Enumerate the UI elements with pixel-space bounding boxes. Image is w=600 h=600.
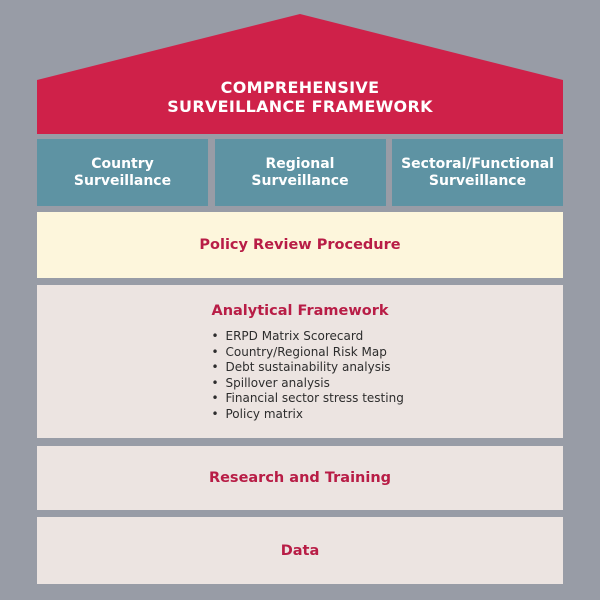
data-label: Data	[280, 542, 320, 559]
pillar-country-line1: Country	[91, 155, 154, 172]
pillar-sectoral-line1: Sectoral/Functional	[401, 155, 554, 172]
roof-shape	[37, 14, 563, 134]
list-item: • ERPD Matrix Scorecard	[212, 329, 412, 345]
list-item: • Spillover analysis	[212, 376, 412, 392]
research-training-label: Research and Training	[208, 470, 392, 486]
pillar-sectoral-surveillance	[392, 139, 563, 206]
list-item: • Country/Regional Risk Map	[212, 345, 412, 361]
pillar-regional-surveillance	[215, 139, 386, 206]
pillar-regional-line1: Regional	[265, 155, 335, 172]
pillar-sectoral-line2: Surveillance	[428, 172, 527, 189]
policy-review-label: Policy Review Procedure	[199, 237, 401, 253]
list-item: • Financial sector stress testing	[212, 391, 412, 407]
pillar-regional-line2: Surveillance	[251, 172, 349, 189]
analytical-framework-list	[212, 329, 412, 422]
pillar-country-surveillance	[37, 139, 208, 206]
pillar-country-line2: Surveillance	[73, 172, 172, 189]
data-block	[37, 517, 563, 584]
list-item: • Debt sustainability analysis	[212, 360, 412, 376]
analytical-framework-heading: Analytical Framework	[211, 303, 389, 319]
analytical-framework-block	[37, 285, 563, 438]
policy-review-block	[37, 212, 563, 278]
roof	[37, 14, 563, 134]
framework-title	[37, 78, 563, 116]
list-item: • Policy matrix	[212, 407, 412, 423]
research-training-block	[37, 446, 563, 510]
framework-title-line1: COMPREHENSIVE	[220, 78, 380, 97]
surveillance-pillars	[37, 139, 563, 206]
framework-title-line2: SURVEILLANCE FRAMEWORK	[167, 97, 433, 116]
